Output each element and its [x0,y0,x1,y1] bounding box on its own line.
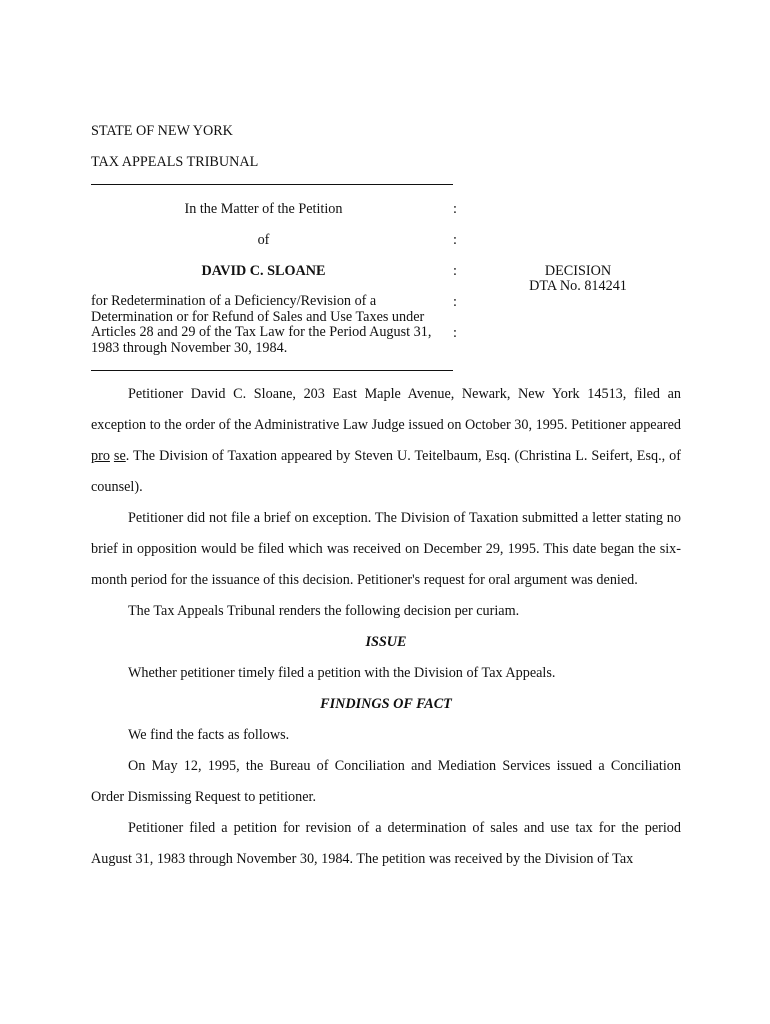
caption-top-rule [91,184,453,185]
pro-se-term: se [113,448,126,464]
paragraph-issue: Whether petitioner timely filed a petition with the Division of Tax Appeals. [128,665,556,681]
state-name: STATE OF NEW YORK [91,123,233,139]
paragraph-per-curiam: The Tax Appeals Tribunal renders the following decision per curiam. [128,603,520,619]
paragraph-briefs: Petitioner did not file a brief on exception. The Division of Taxation submitted a letter stating no brief in opposition would be filed which was received on December 29, 1995. This date began the six-month period for the issuance of this decision. Petitioner's request for oral argument was denied. [91,510,681,588]
paragraph-facts-intro: We find the facts as follows. [128,727,290,743]
pro-se-term: pro [91,448,110,464]
caption-colon: : [453,325,457,341]
tribunal-name: TAX APPEALS TRIBUNAL [91,154,259,170]
caption-bottom-rule [91,370,453,371]
caption-colon: : [453,294,457,310]
caption-colon: : [453,232,457,248]
paragraph-exception: Petitioner David C. Sloane, 203 East Maple Avenue, Newark, New York 14513, filed an exception to the order of the Administrative Law Judge issued on October 30, 1995. Petitioner appeared pro se. The Division of Taxation appeared by Steven U. Teitelbaum, Esq. (Christina L. Seifert, Esq., of counsel). [91,386,681,495]
petitioner-name: DAVID C. SLOANE [201,263,326,279]
paragraph-conciliation-order: On May 12, 1995, the Bureau of Conciliation and Mediation Services issued a Conciliation Order Dismissing Request to petitioner. [91,758,681,805]
caption-colon: : [453,263,457,279]
decision-label: DECISION [544,263,612,279]
caption-colon: : [453,201,457,217]
decision-body [91,379,681,875]
of-line: of [257,232,270,248]
decision-number: DTA No. 814241 [529,278,627,294]
paragraph-petition-filed: Petitioner filed a petition for revision of a determination of sales and use tax for the period August 31, 1983 through November 30, 1984. The petition was received by the Division of Tax [91,820,681,867]
matter-line: In the Matter of the Petition [184,201,343,217]
issue-heading: ISSUE [365,634,407,650]
caption-purpose: for Redetermination of a Deficiency/Revision of a Determination or for Refund of Sales and Use Taxes under Articles 28 and 29 of the Tax Law for the Period August 31, 1983 through November 30, 1984. [91,293,432,356]
findings-heading: FINDINGS OF FACT [320,696,452,712]
